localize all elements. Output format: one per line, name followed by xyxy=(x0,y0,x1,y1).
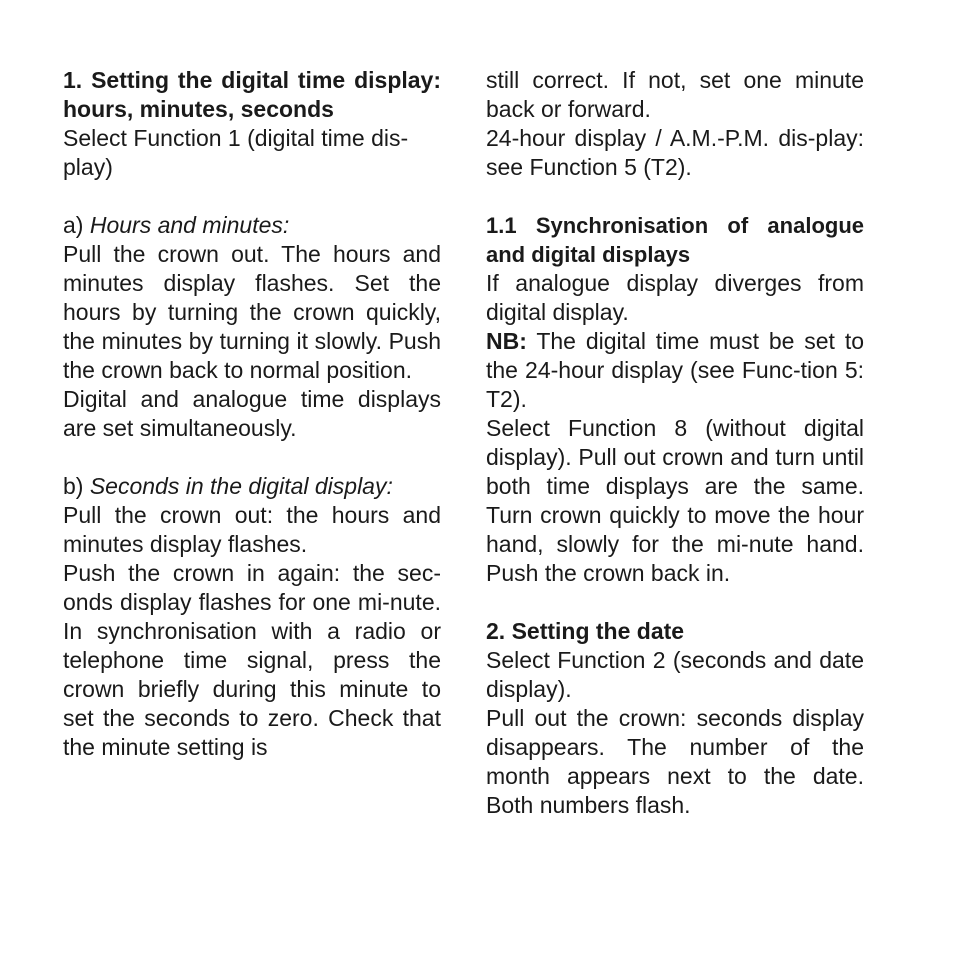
step-a-note: Digital and analogue time displays are set simultaneously. xyxy=(63,386,441,441)
nb-note xyxy=(486,327,864,414)
spacer xyxy=(63,443,441,472)
step-b-label: b) xyxy=(63,473,90,499)
step-b-text-1: Pull the crown out: the hours and minutes display flashes. xyxy=(63,502,441,557)
step-a-text: Pull the crown out. The hours and minutes display flashes. Set the hours by turning the crown quickly, the minutes by turning it slowly. Push the crown back to normal position. xyxy=(63,241,441,383)
spacer xyxy=(486,182,864,211)
section-1-intro: Select Function 1 (digital time dis-play) xyxy=(63,125,409,180)
step-a-title xyxy=(63,211,441,240)
step-a-label: a) xyxy=(63,212,90,238)
nb-label: NB: xyxy=(486,328,527,354)
step-b-text-2: Push the crown in again: the sec-onds display flashes for one mi-nute. In synchronisation with a radio or telephone time signal, press the crown briefly during this minute to set the seconds to zero. Check that the minute setting is xyxy=(63,560,441,760)
section-2-heading: 2. Setting the date xyxy=(486,618,685,644)
sync-intro: If analogue display diverges from digital display. xyxy=(486,270,864,325)
nb-text: The digital time must be set to the 24-hour display (see Func-tion 5: T2). xyxy=(486,328,864,412)
sync-steps: Select Function 8 (without digital display). Pull out crown and turn until both time displays are the same. Turn crown quickly to move the hour hand, slowly for the mi-nute hand. Push the crown back in. xyxy=(486,415,864,586)
step-b-continued: still correct. If not, set one minute back or forward. xyxy=(486,67,864,122)
date-text: Pull out the crown: seconds display disappears. The number of the month appears next to the date. Both numbers flash. xyxy=(486,705,864,818)
left-column xyxy=(63,66,441,762)
step-b-title-text: Seconds in the digital display: xyxy=(89,473,393,499)
spacer xyxy=(486,588,864,617)
step-b-title xyxy=(63,472,441,501)
display-note: 24-hour display / A.M.-P.M. dis-play: see Function 5 (T2). xyxy=(486,125,864,180)
right-column xyxy=(486,66,864,820)
step-a-title-text: Hours and minutes: xyxy=(89,212,290,238)
section-1-heading: 1. Setting the digital time display: hours, minutes, seconds xyxy=(63,67,441,122)
section-1-1-heading: 1.1 Synchronisation of analogue and digital displays xyxy=(486,213,864,267)
spacer xyxy=(63,182,441,211)
date-intro: Select Function 2 (seconds and date display). xyxy=(486,647,864,702)
